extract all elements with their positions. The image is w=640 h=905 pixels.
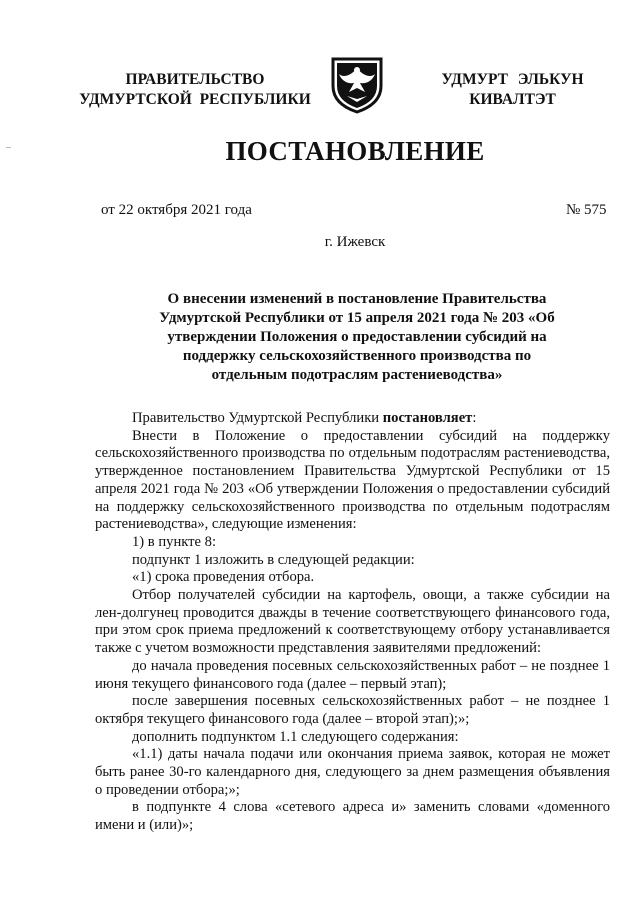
- intro-paragraph: [95, 410, 610, 428]
- document-city: г. Ижевск: [324, 234, 386, 250]
- intro-verb: постановляет: [382, 410, 473, 426]
- header-right-line1: УДМУРТ ЭЛЬКУН: [441, 71, 584, 88]
- heading-line: О внесении изменений в постановление Правительства: [167, 291, 547, 307]
- body-paragraph: «1) срока проведения отбора.: [132, 569, 315, 586]
- document-date: от 22 октября 2021 года: [101, 202, 252, 218]
- body-paragraph: подпункт 1 изложить в следующей редакции:: [132, 551, 415, 568]
- document-body: [95, 410, 610, 835]
- intro-text: Правительство Удмуртской Республики: [132, 410, 383, 426]
- document-number: № 575: [566, 202, 607, 218]
- document-heading: [117, 290, 597, 385]
- udmurt-coat-of-arms-icon: [329, 56, 385, 114]
- body-paragraph: Внести в Положение о предоставлении субсидий на поддержку сельскохозяйственного производства по отдельным подотраслям растениеводства, утвержденное постановлением Правительства Удмуртской Республики от 15 апреля 2021 года № 203 «Об утверждении Положения о предоставлении субсидий на поддержку сельскохозяйственного производства по отдельным подотраслям растениеводства», следующие изменения:: [95, 427, 610, 533]
- heading-line: отдельным подотраслям растениеводства»: [211, 367, 503, 383]
- body-paragraph: дополнить подпунктом 1.1 следующего содержания:: [132, 728, 459, 745]
- heading-line: поддержку сельскохозяйственного производства по: [182, 348, 532, 364]
- body-paragraph: в подпункте 4 слова «сетевого адреса и» заменить словами «доменного имени и (или)»;: [95, 799, 610, 834]
- header-left-line1: ПРАВИТЕЛЬСТВО: [125, 71, 265, 88]
- intro-colon: :: [472, 410, 477, 426]
- body-paragraph: Отбор получателей субсидии на картофель, овощи, а также субсидии на лен-долгунец проводится дважды в течение соответствующего финансового года, при этом срок приема предложений к соответствующему отбору устанавливается также с учетом возможности представления заявителями предложений:: [95, 587, 610, 657]
- heading-line: Удмуртской Республики от 15 апреля 2021 года № 203 «Об: [159, 310, 555, 326]
- heading-line: утверждении Положения о предоставлении субсидий на: [167, 329, 547, 345]
- body-paragraph: до начала проведения посевных сельскохозяйственных работ – не позднее 1 июня текущего финансового года (далее – первый этап);: [95, 657, 610, 692]
- header-right: [425, 70, 600, 110]
- body-paragraph: после завершения посевных сельскохозяйственных работ – не позднее 1 октября текущего финансового года (далее – второй этап);»;: [95, 693, 610, 727]
- header-left-line2: УДМУРТСКОЙ РЕСПУБЛИКИ: [79, 91, 311, 108]
- header-right-line2: КИВАЛТЭТ: [469, 91, 556, 108]
- body-paragraph: 1) в пункте 8:: [132, 533, 217, 550]
- body-paragraph: «1.1) даты начала подачи или окончания приема заявок, которая не может быть ранее 30-го календарного дня, следующего за днем размещения объявления о проведении отбора;»;: [95, 746, 610, 798]
- document-title: ПОСТАНОВЛЕНИЕ: [225, 136, 485, 166]
- header-left: [60, 70, 330, 110]
